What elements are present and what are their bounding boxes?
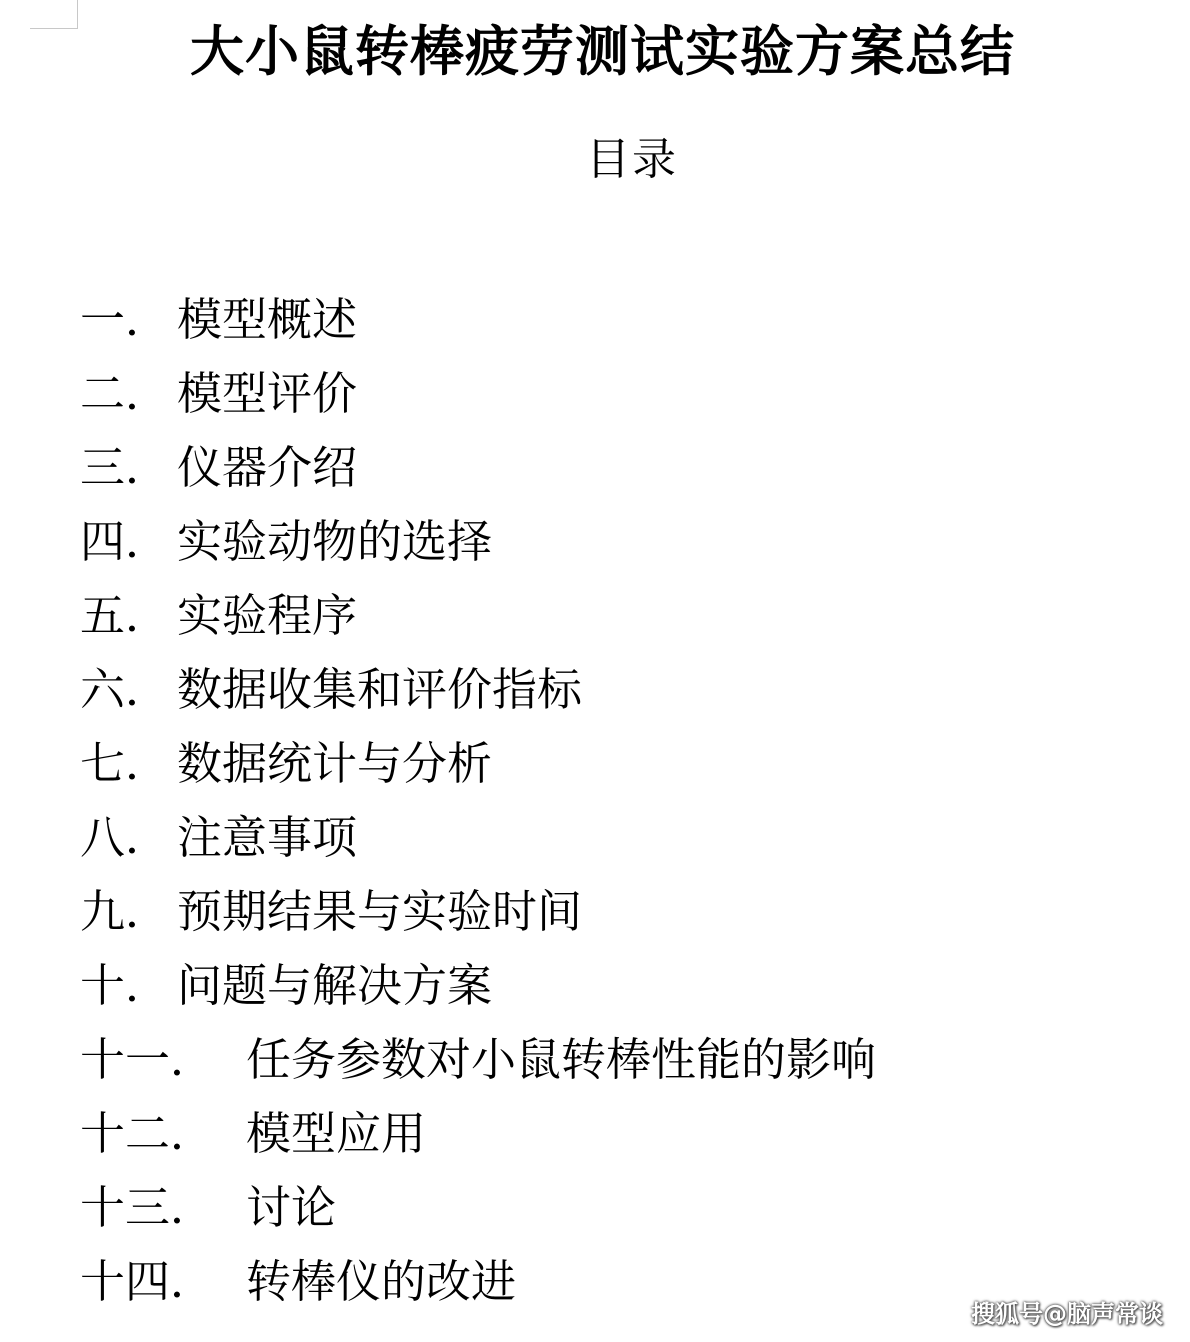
- toc-item-text: 仪器介绍: [177, 441, 358, 494]
- toc-item-text: 模型评价: [177, 367, 358, 420]
- toc-heading: 目录: [586, 134, 678, 185]
- toc-item-number: 七．: [80, 737, 171, 790]
- toc-item: [80, 584, 876, 658]
- document-title: 大小鼠转棒疲劳测试实验方案总结: [190, 19, 1015, 83]
- watermark: 搜狐号@脑声常谈: [971, 1300, 1163, 1328]
- toc-item: [80, 732, 876, 806]
- toc-item-text: 注意事项: [177, 811, 358, 864]
- toc-item-number: 五．: [80, 589, 171, 642]
- toc-item-number: 十一．: [80, 1033, 216, 1086]
- toc-item-text: 预期结果与实验时间: [177, 885, 583, 938]
- toc-item: [80, 436, 876, 510]
- toc-item: [80, 954, 876, 1028]
- toc-item: [80, 806, 876, 880]
- toc-item-number: 十四．: [80, 1255, 216, 1308]
- toc-item-number: 八．: [80, 811, 171, 864]
- toc-item-text: 实验程序: [177, 589, 358, 642]
- toc-item-number: 四．: [80, 515, 171, 568]
- toc-item-text: 实验动物的选择: [177, 515, 493, 568]
- toc-item: [80, 1028, 876, 1102]
- toc-item-number: 二．: [80, 367, 171, 420]
- toc-item-text: 数据收集和评价指标: [177, 663, 583, 716]
- toc-item: [80, 288, 876, 362]
- toc-list: [80, 288, 876, 1324]
- toc-item-text: 模型概述: [177, 293, 358, 346]
- toc-item-text: 转棒仪的改进: [246, 1255, 517, 1308]
- toc-item-number: 一．: [80, 293, 171, 346]
- toc-item: [80, 880, 876, 954]
- toc-item-number: 三．: [80, 441, 171, 494]
- toc-item: [80, 658, 876, 732]
- toc-item: [80, 1176, 876, 1250]
- toc-item-number: 九．: [80, 885, 171, 938]
- toc-item-text: 问题与解决方案: [177, 959, 493, 1012]
- toc-item-text: 模型应用: [246, 1107, 427, 1160]
- toc-item-text: 讨论: [246, 1181, 337, 1234]
- toc-item-number: 十二．: [80, 1107, 216, 1160]
- toc-item-number: 十．: [80, 959, 171, 1012]
- toc-item: [80, 362, 876, 436]
- toc-item-text: 数据统计与分析: [177, 737, 493, 790]
- toc-item-text: 任务参数对小鼠转棒性能的影响: [246, 1033, 877, 1086]
- toc-item: [80, 510, 876, 584]
- toc-item-number: 十三．: [80, 1181, 216, 1234]
- toc-item: [80, 1250, 876, 1324]
- toc-item-number: 六．: [80, 663, 171, 716]
- page-corner-mark: [30, 0, 78, 29]
- toc-item: [80, 1102, 876, 1176]
